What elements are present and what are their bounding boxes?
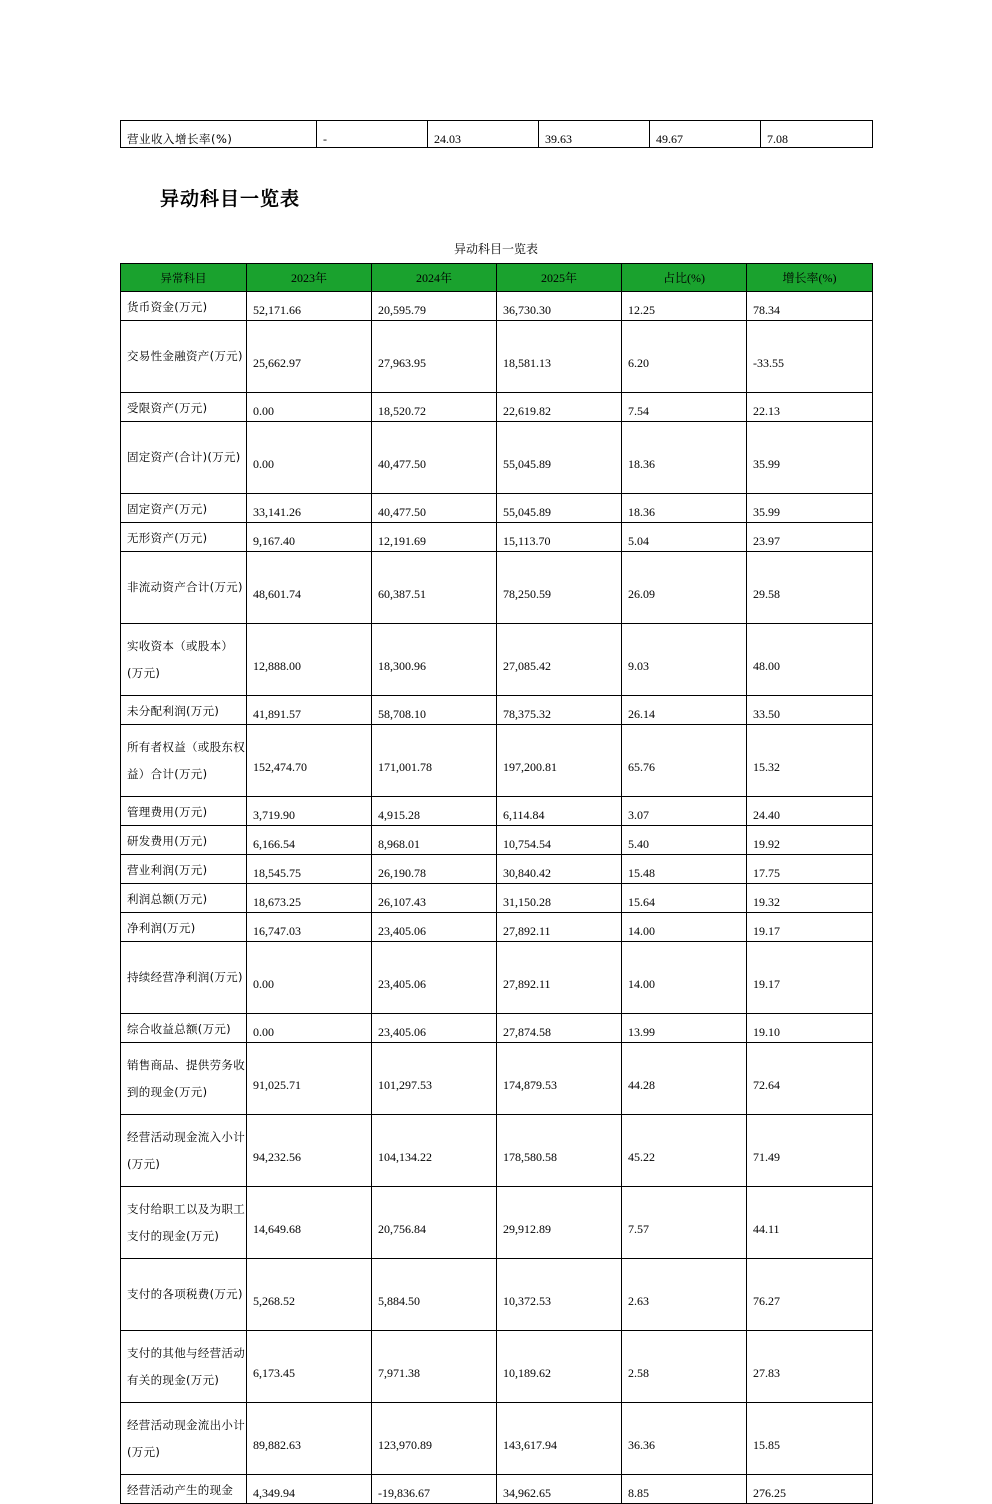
cell-value: 178,580.58 [497,1115,622,1187]
row-item-name: 非流动资产合计(万元) [121,552,247,624]
cell-value: 5,884.50 [372,1259,497,1331]
row-item-name: 综合收益总额(万元) [121,1014,247,1043]
table-row [121,1331,873,1403]
cell-value: 27,892.11 [497,913,622,942]
cell-value: 44.11 [747,1187,873,1259]
cell-value: 49.67 [650,121,761,148]
cell-value: 48,601.74 [247,552,372,624]
cell-value: 9.03 [622,624,747,696]
row-item-name: 所有者权益（或股东权益）合计(万元) [121,725,247,797]
cell-value: 24.40 [747,797,873,826]
row-item-name: 净利润(万元) [121,913,247,942]
table-row [121,1403,873,1475]
table-row [121,725,873,797]
cell-value: 72.64 [747,1043,873,1115]
cell-value: 26,107.43 [372,884,497,913]
cell-value: 15.64 [622,884,747,913]
cell-value: 2.58 [622,1331,747,1403]
cell-value: 0.00 [247,422,372,494]
cell-value: 276.25 [747,1475,873,1504]
table-row [121,1043,873,1115]
cell-value: 15.48 [622,855,747,884]
cell-value: 60,387.51 [372,552,497,624]
cell-value: 31,150.28 [497,884,622,913]
cell-value: 14,649.68 [247,1187,372,1259]
cell-value: 12,191.69 [372,523,497,552]
row-item-name: 营业利润(万元) [121,855,247,884]
row-item-name: 无形资产(万元) [121,523,247,552]
table-row [121,826,873,855]
cell-value: 35.99 [747,494,873,523]
row-item-name: 固定资产(合计)(万元) [121,422,247,494]
cell-value: 18.36 [622,422,747,494]
cell-value: 94,232.56 [247,1115,372,1187]
cell-value: 27,892.11 [497,942,622,1014]
cell-value: 18,581.13 [497,321,622,393]
row-item-name: 销售商品、提供劳务收到的现金(万元) [121,1043,247,1115]
cell-value: 29,912.89 [497,1187,622,1259]
cell-value: 5,268.52 [247,1259,372,1331]
cell-value: 7.08 [761,121,873,148]
cell-value: 3.07 [622,797,747,826]
row-item-name: 交易性金融资产(万元) [121,321,247,393]
cell-value: 30,840.42 [497,855,622,884]
row-item-name: 实收资本（或股本）(万元) [121,624,247,696]
cell-value: 19.10 [747,1014,873,1043]
cell-value: 23,405.06 [372,1014,497,1043]
header-2024: 2024年 [372,264,497,292]
cell-value: 36,730.30 [497,292,622,321]
cell-value: 19.92 [747,826,873,855]
cell-value: 10,372.53 [497,1259,622,1331]
row-item-name: 受限资产(万元) [121,393,247,422]
cell-value: 55,045.89 [497,422,622,494]
cell-value: 0.00 [247,942,372,1014]
cell-value: 91,025.71 [247,1043,372,1115]
cell-value: 27.83 [747,1331,873,1403]
cell-value: - [317,121,428,148]
header-item: 异常科目 [121,264,247,292]
cell-value: 71.49 [747,1115,873,1187]
cell-value: 101,297.53 [372,1043,497,1115]
cell-value: 123,970.89 [372,1403,497,1475]
cell-value: 6,114.84 [497,797,622,826]
table-row [121,797,873,826]
cell-value: 58,708.10 [372,696,497,725]
table-row [121,1187,873,1259]
cell-value: 5.40 [622,826,747,855]
cell-value: 2.63 [622,1259,747,1331]
cell-value: 19.17 [747,913,873,942]
cell-value: 15.32 [747,725,873,797]
cell-value: 45.22 [622,1115,747,1187]
row-item-name: 支付的各项税费(万元) [121,1259,247,1331]
cell-value: 18.36 [622,494,747,523]
cell-value: 23.97 [747,523,873,552]
cell-value: 6,166.54 [247,826,372,855]
cell-value: 29.58 [747,552,873,624]
cell-value: 20,756.84 [372,1187,497,1259]
cell-value: 104,134.22 [372,1115,497,1187]
row-item-name: 研发费用(万元) [121,826,247,855]
table-row [121,121,873,148]
cell-value: 26.14 [622,696,747,725]
row-item-name: 经营活动现金流出小计(万元) [121,1403,247,1475]
cell-value: 6.20 [622,321,747,393]
cell-value: 12.25 [622,292,747,321]
cell-value: 22,619.82 [497,393,622,422]
cell-value: -33.55 [747,321,873,393]
cell-value: 152,474.70 [247,725,372,797]
cell-value: 26.09 [622,552,747,624]
header-share: 占比(%) [622,264,747,292]
row-item-name: 货币资金(万元) [121,292,247,321]
cell-value: 7,971.38 [372,1331,497,1403]
cell-value: 4,915.28 [372,797,497,826]
row-item-name: 经营活动现金流入小计(万元) [121,1115,247,1187]
cell-value: 197,200.81 [497,725,622,797]
cell-value: 39.63 [539,121,650,148]
row-label: 营业收入增长率(%) [121,121,317,148]
cell-value: 7.57 [622,1187,747,1259]
cell-value: 89,882.63 [247,1403,372,1475]
cell-value: 14.00 [622,913,747,942]
cell-value: 48.00 [747,624,873,696]
row-item-name: 管理费用(万元) [121,797,247,826]
cell-value: 78.34 [747,292,873,321]
cell-value: 23,405.06 [372,913,497,942]
row-item-name: 经营活动产生的现金 [121,1475,247,1504]
cell-value: 6,173.45 [247,1331,372,1403]
table-row [121,696,873,725]
cell-value: 10,189.62 [497,1331,622,1403]
table-row [121,1014,873,1043]
cell-value: 52,171.66 [247,292,372,321]
cell-value: 78,250.59 [497,552,622,624]
row-item-name: 利润总额(万元) [121,884,247,913]
cell-value: 65.76 [622,725,747,797]
cell-value: 18,545.75 [247,855,372,884]
cell-value: 19.32 [747,884,873,913]
cell-value: 5.04 [622,523,747,552]
cell-value: 10,754.54 [497,826,622,855]
cell-value: 34,962.65 [497,1475,622,1504]
table-row [121,523,873,552]
cell-value: 3,719.90 [247,797,372,826]
cell-value: 24.03 [428,121,539,148]
cell-value: 8.85 [622,1475,747,1504]
cell-value: 18,300.96 [372,624,497,696]
cell-value: 15,113.70 [497,523,622,552]
cell-value: 23,405.06 [372,942,497,1014]
table-row [121,884,873,913]
cell-value: 18,520.72 [372,393,497,422]
table-row [121,942,873,1014]
table-row [121,393,873,422]
cell-value: 25,662.97 [247,321,372,393]
header-2023: 2023年 [247,264,372,292]
cell-value: 20,595.79 [372,292,497,321]
cell-value: 41,891.57 [247,696,372,725]
cell-value: 13.99 [622,1014,747,1043]
row-item-name: 未分配利润(万元) [121,696,247,725]
table-row [121,624,873,696]
table-row [121,855,873,884]
row-item-name: 持续经营净利润(万元) [121,942,247,1014]
cell-value: 27,085.42 [497,624,622,696]
table-caption: 异动科目一览表 [453,242,538,256]
table-row [121,422,873,494]
cell-value: 22.13 [747,393,873,422]
table-body [121,292,873,1504]
cell-value: 17.75 [747,855,873,884]
table-header-row [121,264,873,292]
cell-value: 14.00 [622,942,747,1014]
cell-value: 33.50 [747,696,873,725]
section-title: 异动科目一览表 [160,188,301,210]
row-item-name: 支付的其他与经营活动有关的现金(万元) [121,1331,247,1403]
cell-value: 9,167.40 [247,523,372,552]
cell-value: -19,836.67 [372,1475,497,1504]
table-row [121,321,873,393]
table-row [121,552,873,624]
cell-value: 7.54 [622,393,747,422]
row-item-name: 支付给职工以及为职工支付的现金(万元) [121,1187,247,1259]
cell-value: 44.28 [622,1043,747,1115]
table-row [121,1259,873,1331]
cell-value: 76.27 [747,1259,873,1331]
header-2025: 2025年 [497,264,622,292]
header-growth: 增长率(%) [747,264,873,292]
table-row [121,1475,873,1504]
cell-value: 40,477.50 [372,494,497,523]
cell-value: 19.17 [747,942,873,1014]
cell-value: 33,141.26 [247,494,372,523]
cell-value: 12,888.00 [247,624,372,696]
cell-value: 171,001.78 [372,725,497,797]
cell-value: 16,747.03 [247,913,372,942]
cell-value: 143,617.94 [497,1403,622,1475]
row-item-name: 固定资产(万元) [121,494,247,523]
cell-value: 8,968.01 [372,826,497,855]
cell-value: 4,349.94 [247,1475,372,1504]
cell-value: 27,963.95 [372,321,497,393]
table-row [121,292,873,321]
cell-value: 174,879.53 [497,1043,622,1115]
growth-rate-table [120,120,873,148]
cell-value: 0.00 [247,393,372,422]
cell-value: 0.00 [247,1014,372,1043]
table-row [121,494,873,523]
cell-value: 78,375.32 [497,696,622,725]
cell-value: 35.99 [747,422,873,494]
cell-value: 40,477.50 [372,422,497,494]
cell-value: 18,673.25 [247,884,372,913]
cell-value: 15.85 [747,1403,873,1475]
cell-value: 36.36 [622,1403,747,1475]
table-row [121,913,873,942]
cell-value: 55,045.89 [497,494,622,523]
table-row [121,1115,873,1187]
anomaly-table [120,263,873,1504]
cell-value: 27,874.58 [497,1014,622,1043]
cell-value: 26,190.78 [372,855,497,884]
